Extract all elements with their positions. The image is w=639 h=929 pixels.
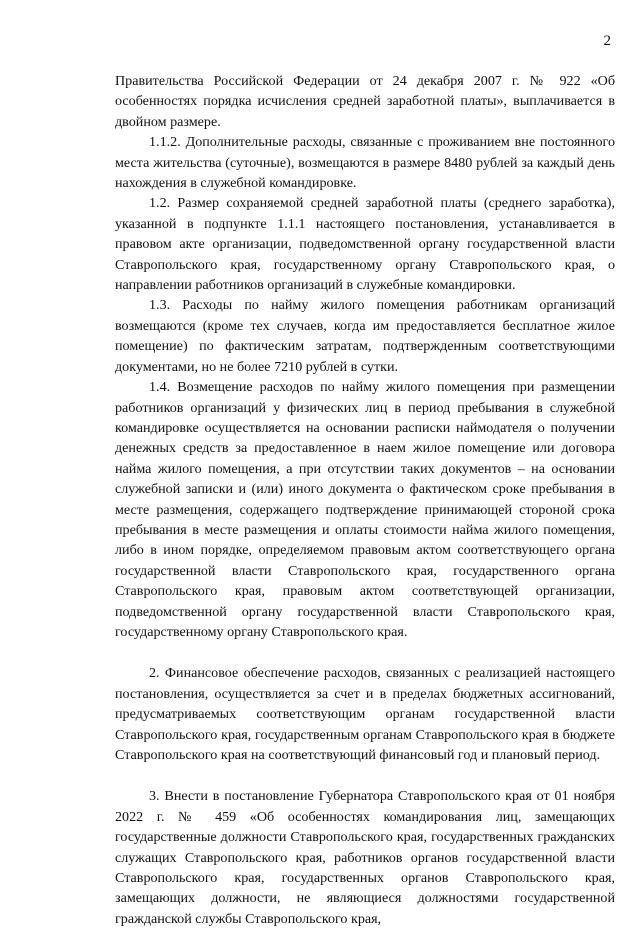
paragraph-1-3: 1.3. Расходы по найму жилого помещения работникам организаций возмещаются (кроме тех случаев, когда им предоставляется бесплатное жилое помещение) по фактическим затратам, подтвержденным соответствующими документами, но не более 7210 рублей в сутки. xyxy=(115,297,615,375)
page-number: 2 xyxy=(603,33,611,49)
paragraph-1-2: 1.2. Размер сохраняемой средней заработной платы (среднего заработка), указанной в подпункте 1.1.1 настоящего постановления, устанавливается в правовом акте организации, подведомственной органу государственной власти Ставропольского края, государственному органу Ставропольского края, о направлении работников организаций в служебные командировки. xyxy=(115,195,615,294)
paragraph-2: 2. Финансовое обеспечение расходов, связанных с реализацией настоящего постановления, осуществляется за счет и в пределах бюджетных ассигнований, предусматриваемых соответствующим органам государственной власти Ставропольского края, государственным органам Ставропольского края в бюджете Ставропольского края на соответствующий финансовый год и плановый период. xyxy=(115,665,615,763)
paragraph-3: 3. Внести в постановление Губернатора Ставропольского края от 01 ноября 2022 г. № 459 «Об особенностях командирования лиц, замещающих государственные должности Ставропольского края, государственных гражданских служащих Ставропольского края, работников органов государственной власти Ставропольского края, государственных органов Ставропольского края, замещающих должности, не являющиеся должностями государственной гражданской службы Ставропольского края, xyxy=(115,788,615,927)
paragraph-spacer xyxy=(115,765,615,786)
document-body xyxy=(115,71,615,929)
paragraph-continuation: Правительства Российской Федерации от 24 декабря 2007 г. № 922 «Об особенностях порядка исчисления средней заработной платы», выплачивается в двойном размере. xyxy=(115,73,615,130)
paragraph-1-1-2: 1.1.2. Дополнительные расходы, связанные с проживанием вне постоянного места жительства (суточные), возмещаются в размере 8480 рублей за каждый день нахождения в служебной командировке. xyxy=(115,134,615,192)
paragraph-1-4: 1.4. Возмещение расходов по найму жилого помещения при размещении работников организаций у физических лиц в период пребывания в служебной командировке осуществляется на основании расписки наймодателя о получении денежных средств за предоставленное в наем жилое помещение или договора найма жилого помещения, а при отсутствии таких документов – на основании служебной записки и (или) иного документа о фактическом сроке пребывания в месте размещения, содержащего подтверждение принимающей стороной срока пребывания в месте размещения и оплаты стоимости найма жилого помещения, либо в ином порядке, определяемом правовым актом соответствующего органа государственной власти Ставропольского края, государственного органа Ставропольского края, правовым актом соответствующей организации, подведомственной органу государственной власти Ставропольского края, государственному органу Ставропольского края. xyxy=(115,379,615,640)
paragraph-spacer xyxy=(115,642,615,663)
